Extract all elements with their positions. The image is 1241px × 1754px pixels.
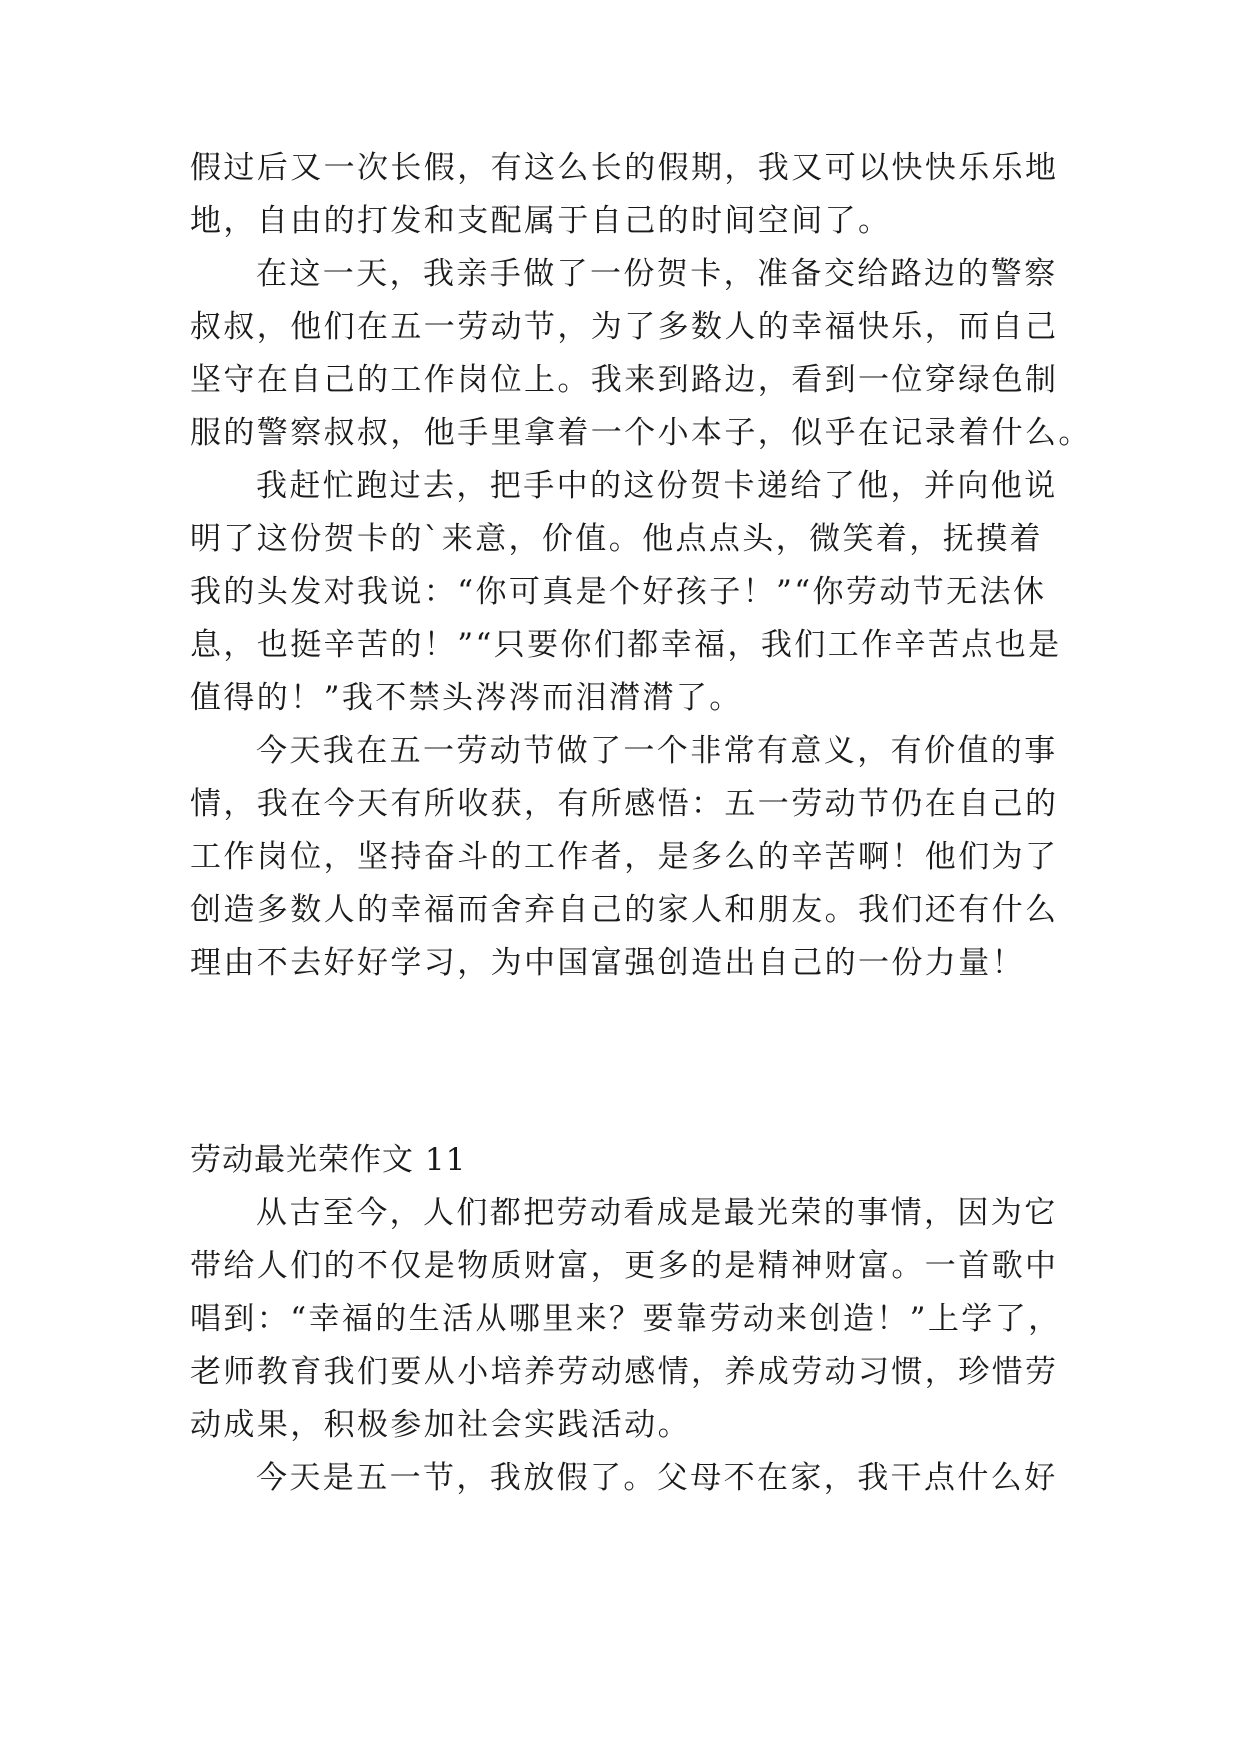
text-line: 理由不去好好学习，为中国富强创造出自己的一份力量！ [190, 945, 1025, 981]
text-line: 老师教育我们要从小培养劳动感情，养成劳动习惯，珍惜劳 [190, 1354, 1059, 1390]
text-line: 地，自由的打发和支配属于自己的时间空间了。 [190, 203, 892, 239]
text-line: 明了这份贺卡的`来意，价值。他点点头，微笑着，抚摸着 [190, 521, 1043, 557]
text-line: 我的头发对我说：“你可真是个好孩子！”“你劳动节无法休 [190, 574, 1047, 610]
text-line: 带给人们的不仅是物质财富，更多的是精神财富。一首歌中 [190, 1248, 1059, 1284]
text-line: 工作岗位，坚持奋斗的工作者，是多么的辛苦啊！他们为了 [190, 839, 1059, 875]
text-line: 唱到：“幸福的生活从哪里来？要靠劳动来创造！”上学了， [190, 1301, 1062, 1337]
text-line: 我赶忙跑过去，把手中的这份贺卡递给了他，并向他说 [256, 468, 1058, 504]
section-heading: 劳动最光荣作文 11 [190, 1142, 467, 1178]
text-line: 创造多数人的幸福而舍弃自己的家人和朋友。我们还有什么 [190, 892, 1059, 928]
text-line: 今天我在五一劳动节做了一个非常有意义，有价值的事 [256, 733, 1058, 769]
text-line: 坚守在自己的工作岗位上。我来到路边，看到一位穿绿色制 [190, 362, 1059, 398]
text-line: 今天是五一节，我放假了。父母不在家，我干点什么好 [256, 1460, 1058, 1496]
text-line: 叔叔，他们在五一劳动节，为了多数人的幸福快乐，而自己 [190, 309, 1059, 345]
text-line: 假过后又一次长假，有这么长的假期，我又可以快快乐乐地 [190, 150, 1059, 186]
text-line: 从古至今，人们都把劳动看成是最光荣的事情，因为它 [256, 1195, 1058, 1231]
text-line: 值得的！”我不禁头涔涔而泪潸潸了。 [190, 680, 743, 716]
text-line: 情，我在今天有所收获，有所感悟：五一劳动节仍在自己的 [190, 786, 1059, 822]
text-line: 息，也挺辛苦的！”“只要你们都幸福，我们工作辛苦点也是 [190, 627, 1062, 663]
text-line: 在这一天，我亲手做了一份贺卡，准备交给路边的警察 [256, 256, 1058, 292]
text-line: 动成果，积极参加社会实践活动。 [190, 1407, 691, 1443]
text-line: 服的警察叔叔，他手里拿着一个小本子，似乎在记录着什么。 [190, 415, 1092, 451]
